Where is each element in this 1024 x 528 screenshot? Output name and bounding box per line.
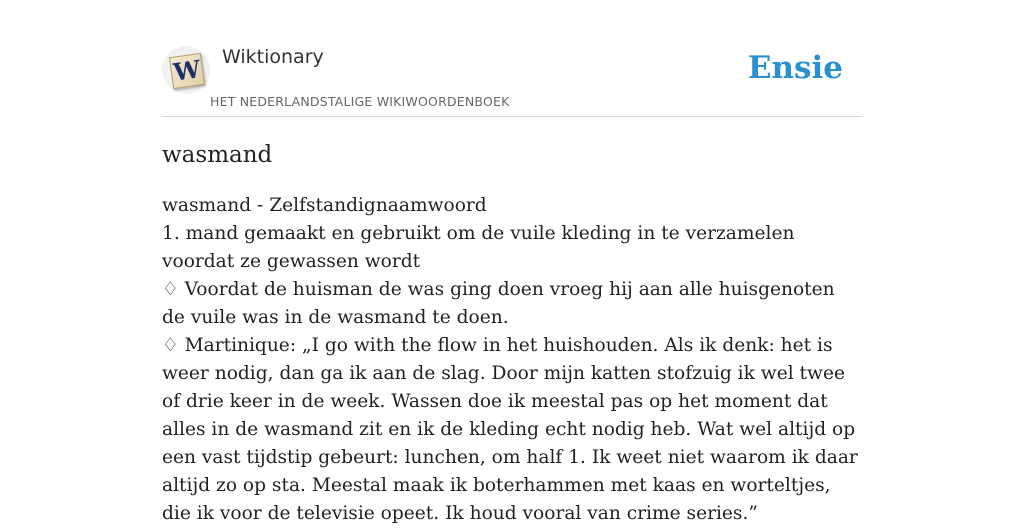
page-title: wasmand [162, 142, 273, 168]
ensie-brand-link[interactable]: Ensie [747, 50, 843, 86]
entry-content [162, 192, 862, 528]
site-tagline: HET NEDERLANDSTALIGE WIKIWOORDENBOEK [210, 94, 510, 109]
site-header [162, 44, 862, 117]
logo-tile: W [169, 53, 205, 89]
entry-heading: wasmand - Zelfstandignaamwoord [162, 195, 487, 216]
site-name[interactable]: Wiktionary [222, 46, 324, 68]
wiktionary-logo-icon[interactable] [162, 46, 210, 94]
entry-example-1: ♢ Voordat de huisman de was ging doen vroeg hij aan alle huisgenoten de vuile was in de wasmand te doen. [162, 279, 835, 328]
entry-example-2: ♢ Martinique: „I go with the flow in het huishouden. Als ik denk: het is weer nodig, dan ga ik aan de slag. Door mijn katten stofzuig ik wel twee of drie keer in de week. Wassen doe ik meestal pas op het moment dat alles in de wasmand zit en ik de kleding echt nodig heb. Wat wel altijd op een vast tijdstip gebeurt: lunchen, om half 1. Ik weet niet waarom ik daar altijd zo op sta. Meestal maak ik boterhammen met kaas en worteltjes, die ik voor de televisie opeet. Ik houd vooral van crime series.” [162, 335, 858, 524]
entry-definition: 1. mand gemaakt en gebruikt om de vuile kleding in te verzamelen voordat ze gewassen wordt [162, 223, 795, 272]
